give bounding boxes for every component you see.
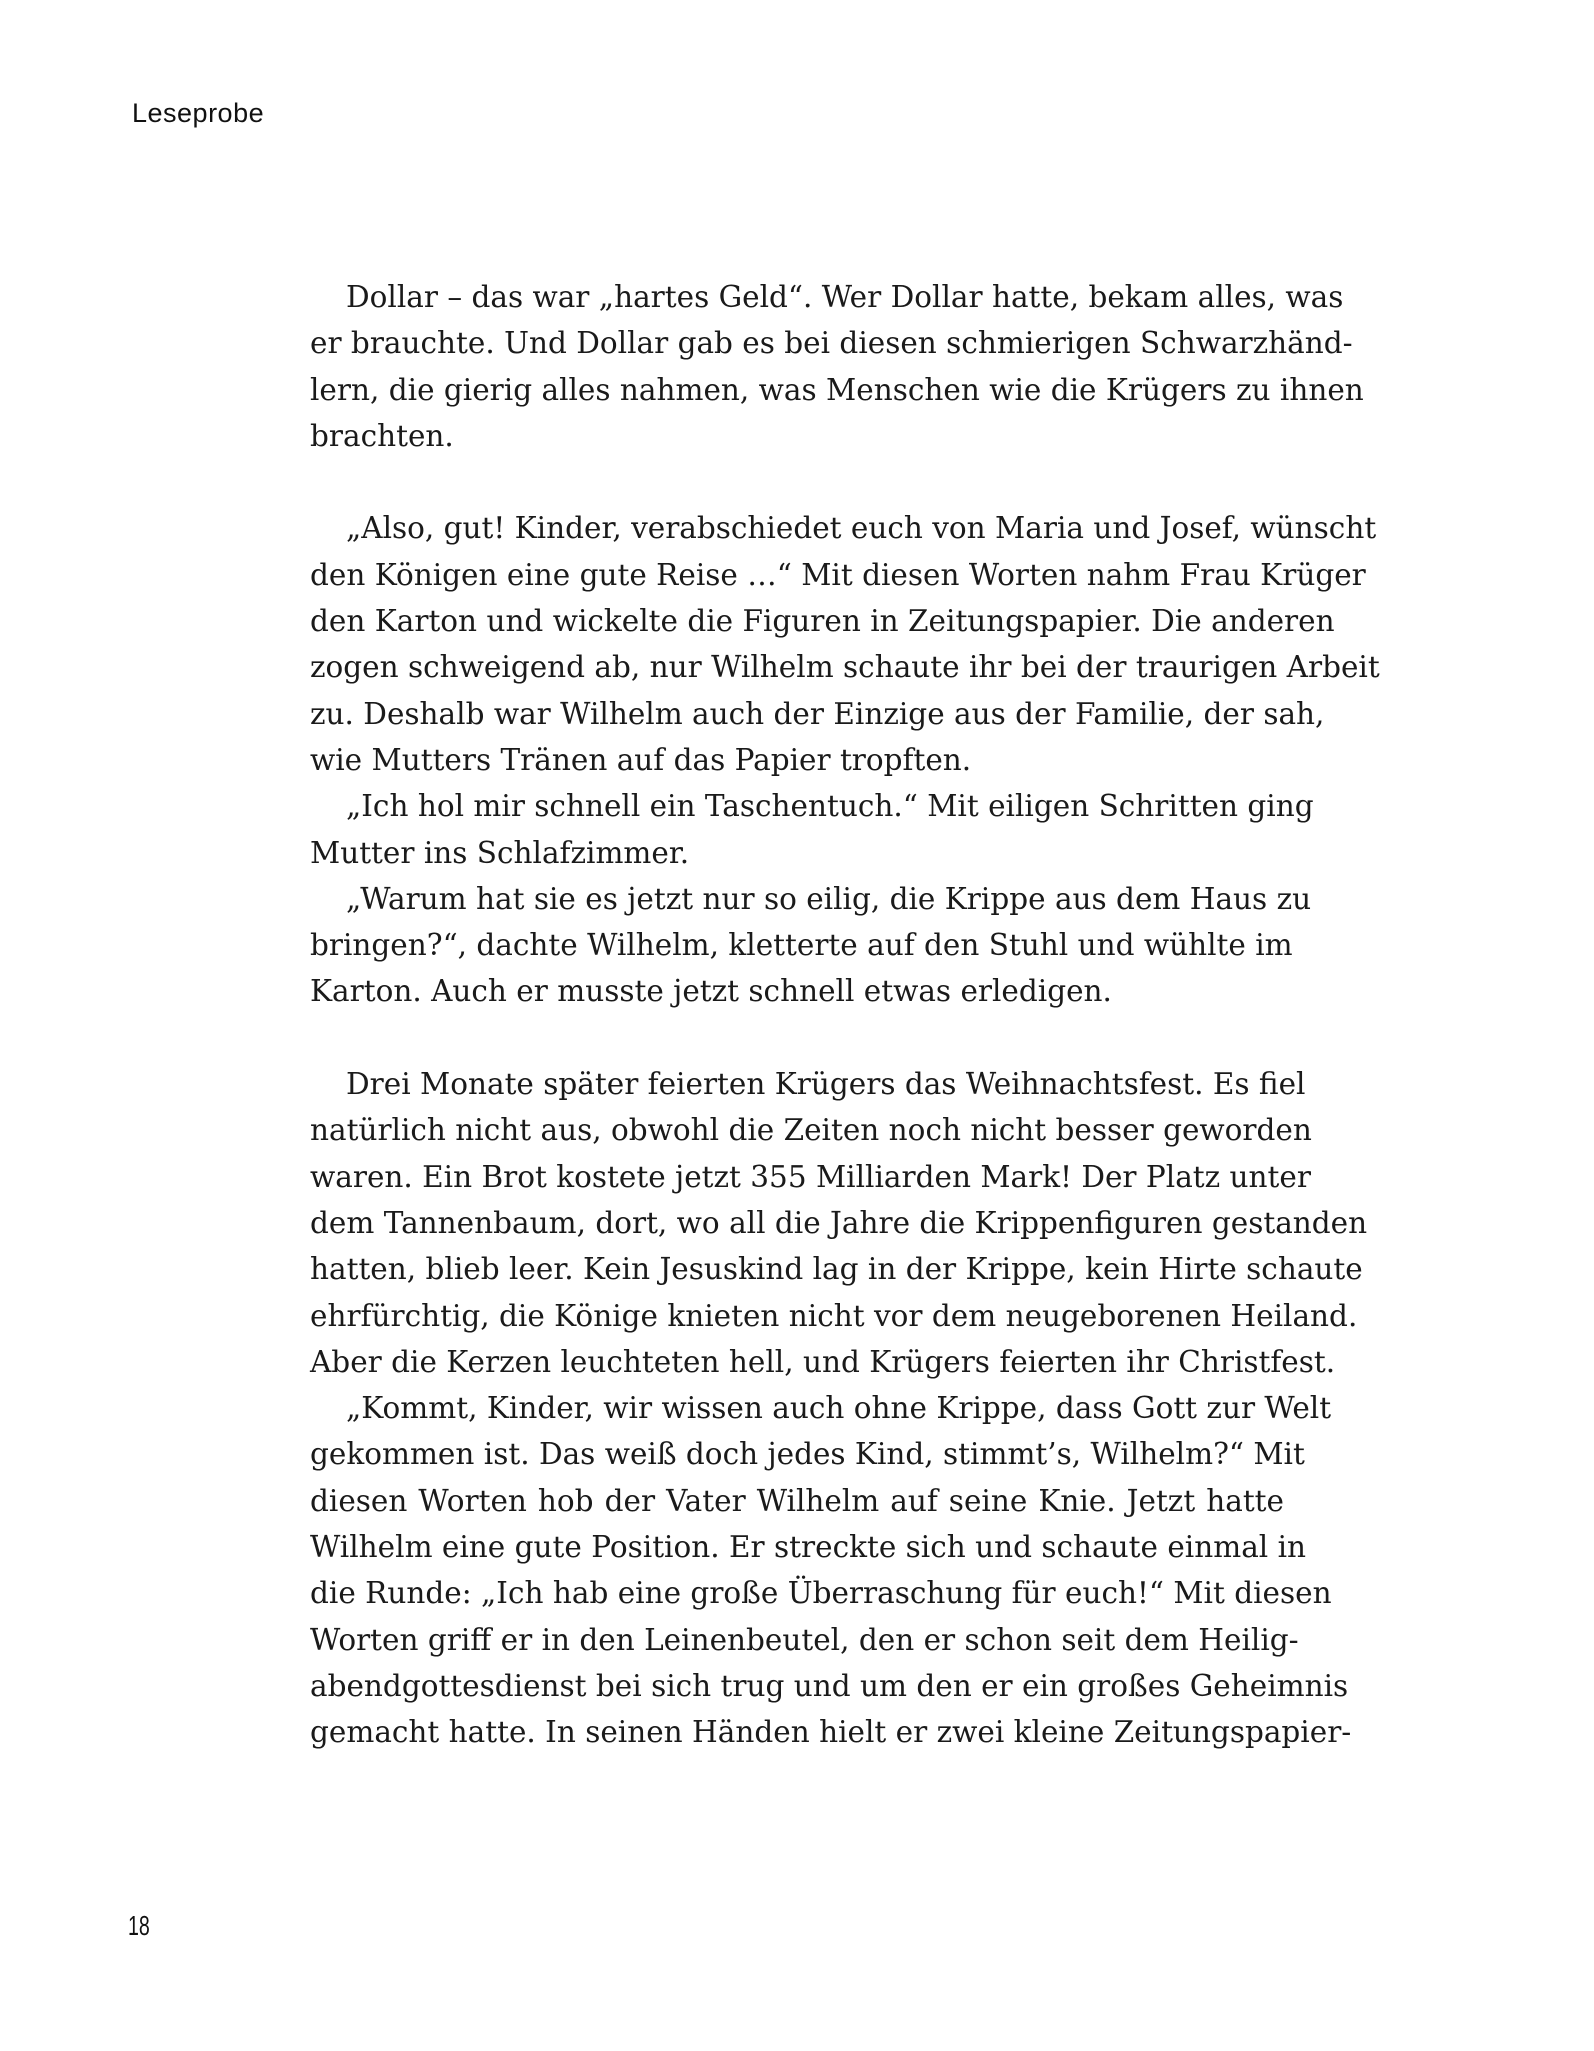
paragraph bbox=[310, 783, 1314, 876]
paragraph bbox=[310, 876, 1312, 1015]
text-line: diesen Worten hob der Vater Wilhelm auf seine Knie. Jetzt hatte bbox=[310, 1483, 1284, 1518]
running-head: Leseprobe bbox=[132, 98, 265, 128]
text-line: den Karton und wickelte die Figuren in Zeitungspapier. Die anderen bbox=[310, 604, 1335, 639]
paragraph bbox=[310, 505, 1380, 783]
text-line: bringen?“, dachte Wilhelm, kletterte auf den Stuhl und wühlte im bbox=[310, 928, 1293, 963]
text-line: die Runde: „Ich hab eine große Überraschung für euch!“ Mit diesen bbox=[310, 1576, 1332, 1611]
paragraph bbox=[310, 1385, 1352, 1755]
text-line: natürlich nicht aus, obwohl die Zeiten noch nicht besser geworden bbox=[310, 1113, 1312, 1148]
text-line: abendgottesdienst bei sich trug und um den er ein großes Geheimnis bbox=[310, 1668, 1349, 1703]
text-line: zu. Deshalb war Wilhelm auch der Einzige aus der Familie, der sah, bbox=[310, 696, 1325, 731]
body-text bbox=[310, 274, 1380, 1756]
page-number: 18 bbox=[128, 1910, 150, 1941]
paragraph bbox=[310, 1061, 1368, 1385]
text-line: „Also, gut! Kinder, verabschiedet euch von Maria und Josef, wünscht bbox=[346, 511, 1377, 546]
text-line: gemacht hatte. In seinen Händen hielt er zwei kleine Zeitungspapier- bbox=[310, 1715, 1352, 1750]
text-line: „Ich hol mir schnell ein Taschentuch.“ Mit eiligen Schritten ging bbox=[346, 789, 1314, 824]
text-line: hatten, blieb leer. Kein Jesuskind lag in der Krippe, kein Hirte schaute bbox=[310, 1252, 1363, 1287]
text-line: ehrfürchtig, die Könige knieten nicht vor dem neugeborenen Heiland. bbox=[310, 1298, 1358, 1333]
text-line: Karton. Auch er musste jetzt schnell etwas erledigen. bbox=[310, 974, 1112, 1009]
paragraph bbox=[310, 274, 1364, 459]
text-line: den Königen eine gute Reise …“ Mit diesen Worten nahm Frau Krüger bbox=[310, 557, 1366, 592]
text-line: waren. Ein Brot kostete jetzt 355 Milliarden Mark! Der Platz unter bbox=[310, 1159, 1311, 1194]
text-line: wie Mutters Tränen auf das Papier tropften. bbox=[310, 742, 972, 777]
text-line: Mutter ins Schlafzimmer. bbox=[310, 835, 690, 870]
text-line: er brauchte. Und Dollar gab es bei diesen schmierigen Schwarzhänd- bbox=[310, 326, 1353, 361]
text-line: brachten. bbox=[310, 418, 454, 453]
text-line: Drei Monate später feierten Krügers das Weihnachtsfest. Es fiel bbox=[346, 1067, 1306, 1102]
text-line: „Warum hat sie es jetzt nur so eilig, die Krippe aus dem Haus zu bbox=[346, 881, 1312, 916]
text-line: dem Tannenbaum, dort, wo all die Jahre die Krippenfiguren gestanden bbox=[310, 1205, 1368, 1240]
text-line: lern, die gierig alles nahmen, was Menschen wie die Krügers zu ihnen bbox=[310, 372, 1364, 407]
text-line: „Kommt, Kinder, wir wissen auch ohne Krippe, dass Gott zur Welt bbox=[346, 1391, 1332, 1426]
section-break bbox=[310, 459, 1284, 505]
text-line: Aber die Kerzen leuchteten hell, und Krügers feierten ihr Christfest. bbox=[310, 1344, 1336, 1379]
text-line: Worten griff er in den Leinenbeutel, den er schon seit dem Heilig- bbox=[310, 1622, 1299, 1657]
text-line: Dollar – das war „hartes Geld“. Wer Dollar hatte, bekam alles, was bbox=[346, 280, 1344, 314]
text-line: zogen schweigend ab, nur Wilhelm schaute ihr bei der traurigen Arbeit bbox=[310, 650, 1380, 685]
text-line: gekommen ist. Das weiß doch jedes Kind, stimmt’s, Wilhelm?“ Mit bbox=[310, 1437, 1305, 1472]
section-break bbox=[310, 1015, 1284, 1061]
text-line: Wilhelm eine gute Position. Er streckte sich und schaute einmal in bbox=[310, 1530, 1307, 1565]
